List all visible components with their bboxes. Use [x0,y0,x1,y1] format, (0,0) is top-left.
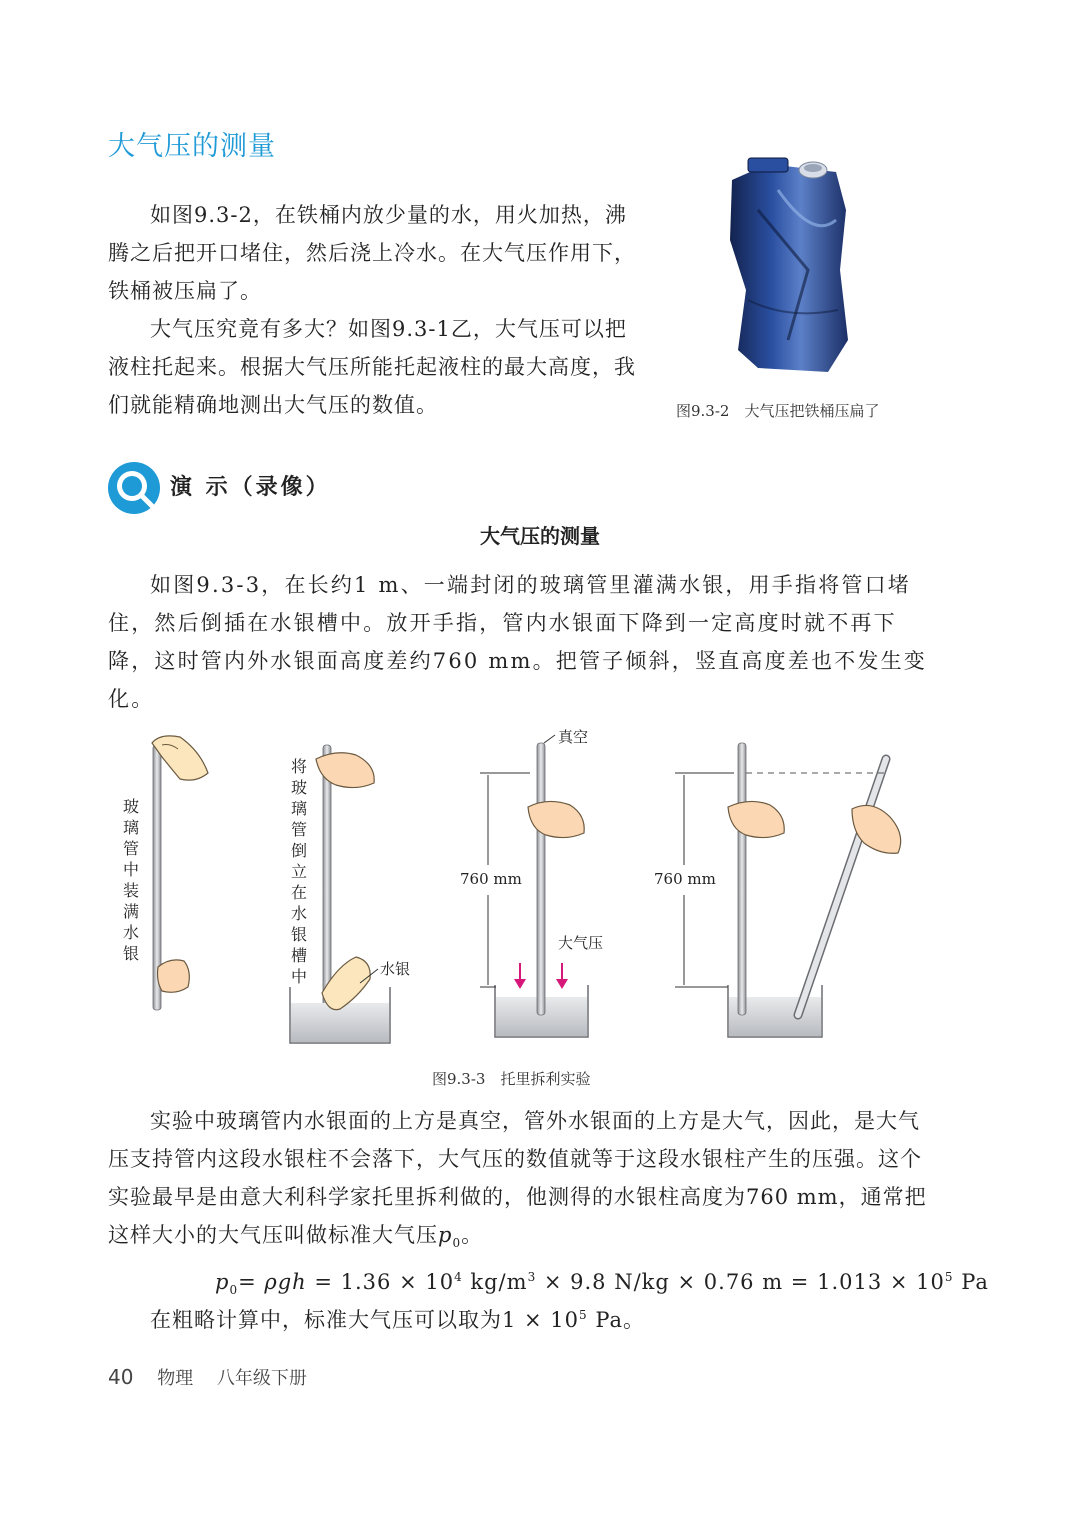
torricelli-diagram [100,725,930,1055]
page-footer [108,1364,325,1390]
stage-4-hand-left [728,801,784,837]
label-invert-tube: 将玻璃管倒立在水银槽中 [290,757,307,986]
paragraph-5 [108,1296,645,1339]
footer-grade: 八年级下册 [216,1368,307,1389]
page-number: 40 [108,1365,134,1389]
paragraph-5-tail: Pa。 [587,1308,646,1332]
demo-magnifier-icon [106,460,162,516]
demo-label: 演 示（录像） [170,475,331,500]
stage-4-vertical-tube [738,743,746,1015]
formula-t2: kg/m [462,1270,528,1294]
demo-title: 大气压的测量 [480,524,600,548]
paragraph-2: 大气压究竟有多大？如图9.3-1乙，大气压可以把液柱托起来。根据大气压所能托起液柱的最大高度，我们就能精确地测出大气压的数值。 [108,317,636,417]
label-atmospheric-pressure: 大气压 [558,934,604,952]
atm-arrow-right [556,963,568,989]
stage-2-tube [323,745,331,1010]
stage-1-hand-bottom [158,960,190,992]
paragraph-5-text: 在粗略计算中，标准大气压可以取为1 × 10 [150,1308,580,1332]
paragraph-4-text: 实验中玻璃管内水银面的上方是真空，管外水银面的上方是大气，因此，是大气压支持管内这段水银柱不会落下，大气压的数值就等于这段水银柱产生的压强。这个实验最早是由意大利科学家托里拆利做的，他测得的水银柱高度为760 mm，通常把这样大小的大气压叫做标准大气压 [108,1109,927,1247]
label-mercury: 水银 [380,960,411,978]
formula-lhs-sub: 0 [229,1283,239,1298]
paragraph-5-exp: 5 [579,1308,588,1322]
formula-e2: 3 [527,1270,537,1284]
stage-4-tilted-tube [798,759,886,1015]
section-title: 大气压的测量 [108,131,276,162]
formula-eq: = [238,1270,265,1294]
footer-subject: 物理 [157,1368,194,1389]
formula-lhs: p [215,1270,230,1294]
crushed-can-image [718,150,858,385]
formula-t3: × 9.8 N/kg × 0.76 m = 1.013 × 10 [536,1270,945,1294]
figure-933-caption: 图9.3-3 托里拆利实验 [432,1070,591,1088]
formula-t4: Pa [953,1270,989,1294]
label-height-2: 760 mm [654,870,716,888]
p0-symbol: p [438,1223,453,1247]
paragraph-4: 实验中玻璃管内水银面的上方是真空，管外水银面的上方是大气，因此，是大气压支持管内这段水银柱不会落下，大气压的数值就等于这段水银柱产生的压强。这个实验最早是由意大利科学家托里拆利做的，他测得的水银柱高度为760 mm，通常把这样大小的大气压叫做标准大气压$p_0$。 [108,1109,927,1251]
stage-3-hand [528,801,584,837]
vacuum-leader-line [544,735,555,743]
p0-subscript: 0 [452,1236,462,1251]
stage-3-tube [537,743,545,1015]
figure-932-caption: 图9.3-2 大气压把铁桶压扁了 [676,402,880,420]
paragraph-1: 如图9.3-2，在铁桶内放少量的水，用火加热，沸腾之后把开口堵住，然后浇上冷水。在大气压作用下，铁桶被压扁了。 [108,203,636,303]
label-height-1: 760 mm [460,870,522,888]
label-tube-filled: 玻璃管中装满水银 [122,797,139,963]
formula-e1: 4 [454,1270,463,1284]
paragraph-3: 如图9.3-3，在长约1 m、一端封闭的玻璃管里灌满水银，用手指将管口堵住，然后倒插在水银槽中。放开手指，管内水银面下降到一定高度时就不再下降，这时管内外水银面高度差约760 mm。把管子倾斜，竖直高度差也不发生变化。 [108,573,927,711]
formula-rho-gh: ρgh [264,1270,307,1294]
label-vacuum: 真空 [558,728,589,746]
atm-arrow-left [514,963,526,989]
formula-e3: 5 [944,1270,954,1284]
formula-t1: = 1.36 × 10 [306,1270,455,1294]
